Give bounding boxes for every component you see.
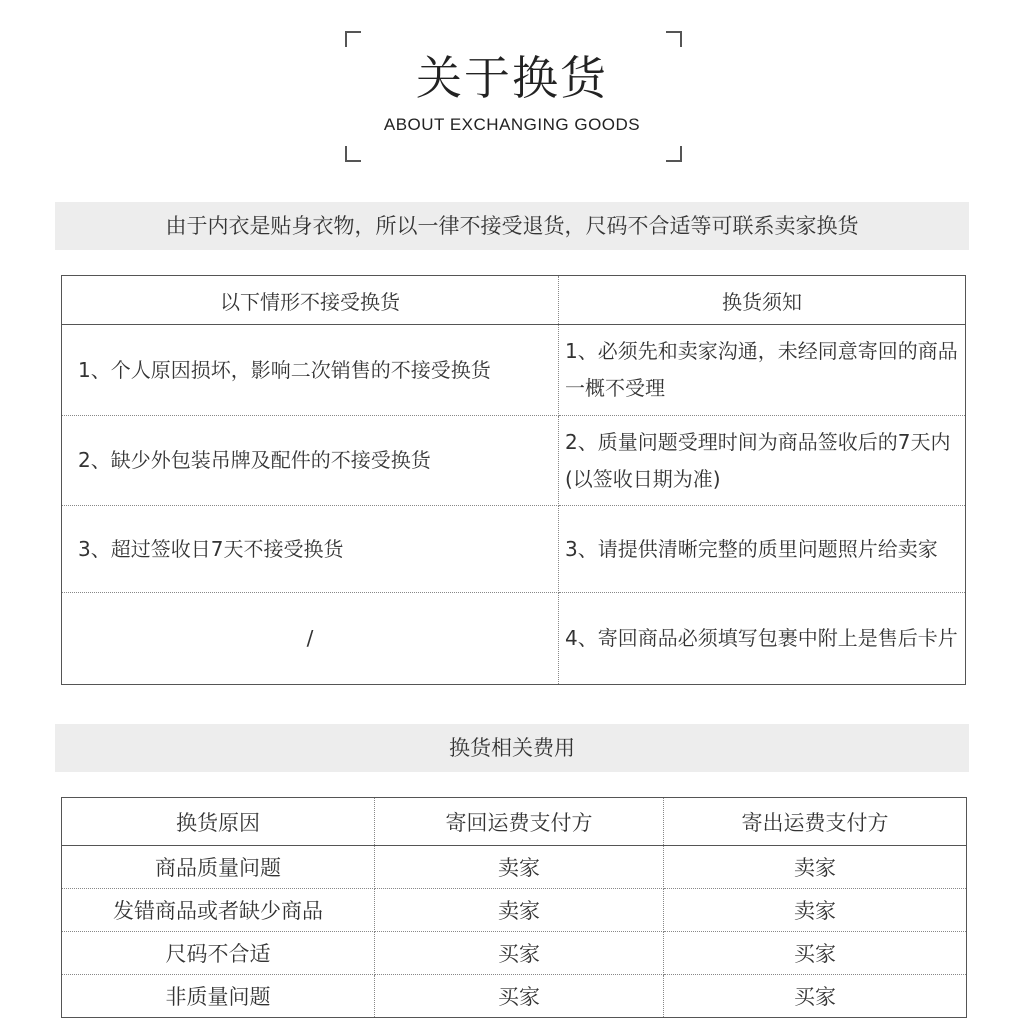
column-header-send-shipping: 寄出运费支付方 <box>664 798 967 846</box>
table-row <box>62 325 966 416</box>
title-frame-corner-top-right <box>666 31 682 47</box>
page-subtitle: ABOUT EXCHANGING GOODS <box>383 115 641 134</box>
table-row <box>62 593 966 685</box>
title-frame-corner-bottom-right <box>666 146 682 162</box>
title-frame-corner-top-left <box>345 31 361 47</box>
table-header-row <box>62 798 967 846</box>
table-cell: 商品质量问题 <box>62 846 375 889</box>
table-cell: 卖家 <box>664 846 967 889</box>
table-cell: 发错商品或者缺少商品 <box>62 889 375 932</box>
table-cell: 2、质量问题受理时间为商品签收后的7天内(以签收日期为准) <box>559 416 966 506</box>
table-row <box>62 889 967 932</box>
exchange-fees-table <box>61 797 967 1018</box>
table-row <box>62 932 967 975</box>
table-header-row <box>62 276 966 325</box>
table-cell: 非质量问题 <box>62 975 375 1018</box>
table-cell: 3、超过签收日7天不接受换货 <box>62 506 559 593</box>
table-row <box>62 416 966 506</box>
table-cell: 尺码不合适 <box>62 932 375 975</box>
column-header-return-shipping: 寄回运费支付方 <box>375 798 664 846</box>
table-cell: 2、缺少外包装吊牌及配件的不接受换货 <box>62 416 559 506</box>
exchange-rules-table <box>61 275 966 685</box>
title-frame-corner-bottom-left <box>345 146 361 162</box>
column-header-reason: 换货原因 <box>62 798 375 846</box>
table-cell: 买家 <box>664 932 967 975</box>
table-cell: 买家 <box>794 985 836 1009</box>
table-cell: 1、必须先和卖家沟通，未经同意寄回的商品一概不受理 <box>559 325 966 416</box>
column-header-notes: 换货须知 <box>559 276 966 325</box>
fees-section-title: 换货相关费用 <box>55 724 969 772</box>
notice-banner: 由于内衣是贴身衣物，所以一律不接受退货，尺码不合适等可联系卖家换货 <box>55 202 969 250</box>
table-cell: 卖家 <box>664 889 967 932</box>
table-row <box>62 846 967 889</box>
table-cell: 3、请提供清晰完整的质里问题照片给卖家 <box>559 506 966 593</box>
table-cell: / <box>62 593 559 685</box>
table-cell: 卖家 <box>375 846 664 889</box>
table-row <box>62 506 966 593</box>
page-title: 关于换货 <box>416 51 608 105</box>
table-cell: 买家 <box>375 932 664 975</box>
column-header-not-accepted: 以下情形不接受换货 <box>62 276 559 325</box>
table-cell: 卖家 <box>375 889 664 932</box>
table-cell: 1、个人原因损坏，影响二次销售的不接受换货 <box>62 325 559 416</box>
table-cell: 买家 <box>375 975 664 1018</box>
table-row <box>62 975 967 1018</box>
table-cell: 4、寄回商品必须填写包裹中附上是售后卡片 <box>565 626 958 650</box>
